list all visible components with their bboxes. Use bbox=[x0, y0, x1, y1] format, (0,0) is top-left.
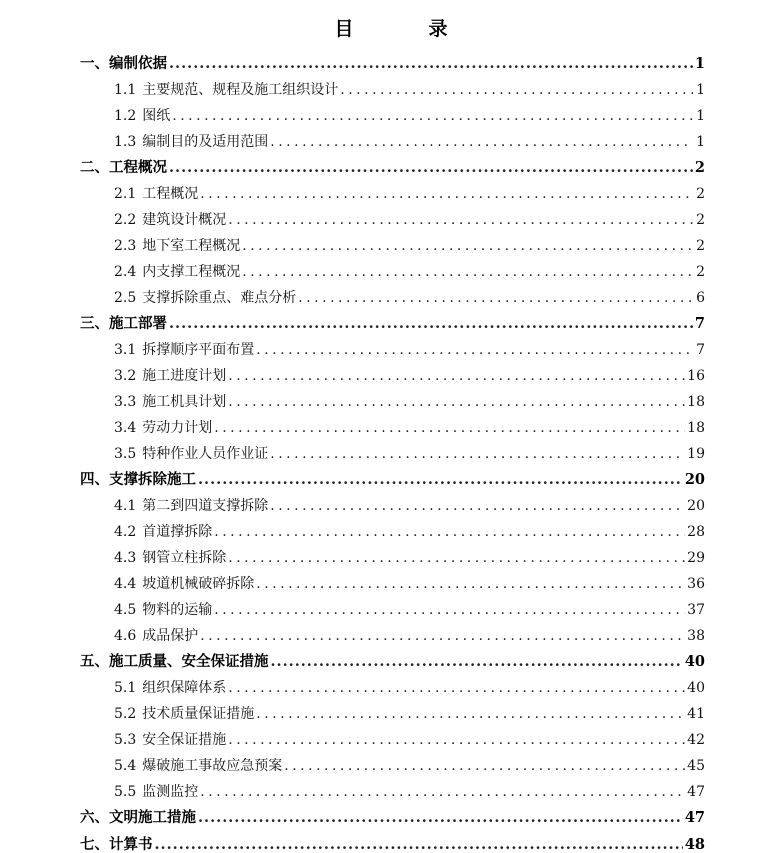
toc-item-number: 4.3 bbox=[114, 550, 137, 566]
toc-item-row[interactable] bbox=[80, 259, 705, 285]
toc-section-label: 三、施工部署 bbox=[80, 315, 167, 332]
toc-page-number: 48 bbox=[684, 836, 705, 853]
toc-dot-leader bbox=[214, 519, 685, 545]
toc-dot-leader bbox=[256, 701, 685, 727]
toc-item-row[interactable] bbox=[80, 181, 705, 207]
toc-dot-leader bbox=[228, 389, 685, 415]
table-of-contents bbox=[80, 51, 705, 831]
toc-item-number: 2.1 bbox=[114, 186, 137, 202]
toc-item-title: 主要规范、规程及施工组织设计 bbox=[142, 82, 339, 98]
page-title: 目 录 bbox=[334, 18, 476, 40]
toc-page-number: 7 bbox=[696, 342, 705, 358]
toc-dot-leader bbox=[169, 311, 693, 337]
toc-section-row[interactable] bbox=[80, 51, 705, 77]
toc-page-number: 18 bbox=[687, 394, 705, 410]
toc-item-title: 拆撑顺序平面布置 bbox=[142, 342, 255, 358]
toc-item-number: 2.2 bbox=[114, 212, 137, 228]
toc-page-number: 19 bbox=[687, 446, 705, 462]
toc-page-number: 41 bbox=[687, 706, 705, 722]
toc-item-number: 3.2 bbox=[114, 368, 137, 384]
toc-page-number: 28 bbox=[687, 524, 705, 540]
toc-page-number: 16 bbox=[687, 368, 705, 384]
toc-item-row[interactable] bbox=[80, 571, 705, 597]
toc-page-number: 20 bbox=[687, 498, 705, 514]
toc-item-row[interactable] bbox=[80, 623, 705, 649]
toc-item-title: 图纸 bbox=[142, 108, 171, 124]
toc-section-label: 一、编制依据 bbox=[80, 55, 167, 72]
toc-item-row[interactable] bbox=[80, 441, 705, 467]
clipped-toc-row bbox=[80, 832, 705, 853]
toc-dot-leader bbox=[200, 623, 685, 649]
toc-item-title: 第二到四道支撑拆除 bbox=[142, 498, 269, 514]
toc-dot-leader bbox=[228, 675, 685, 701]
toc-dot-leader bbox=[198, 805, 683, 831]
toc-dot-leader bbox=[271, 649, 683, 675]
toc-item-label bbox=[114, 259, 240, 285]
toc-item-label bbox=[114, 77, 338, 103]
toc-item-label bbox=[114, 779, 198, 805]
toc-item-label bbox=[114, 519, 212, 545]
toc-item-title: 首道撑拆除 bbox=[142, 524, 213, 540]
toc-page-number: 1 bbox=[694, 55, 705, 72]
toc-item-label bbox=[114, 727, 226, 753]
toc-item-number: 2.4 bbox=[114, 264, 137, 280]
toc-item-row[interactable] bbox=[80, 493, 705, 519]
toc-item-row[interactable] bbox=[80, 415, 705, 441]
toc-page-number: 2 bbox=[696, 264, 705, 280]
toc-dot-leader bbox=[172, 103, 693, 129]
toc-page-number: 38 bbox=[687, 628, 705, 644]
toc-dot-leader bbox=[228, 545, 685, 571]
toc-item-row[interactable] bbox=[80, 129, 705, 155]
toc-item-number: 5.2 bbox=[114, 706, 137, 722]
toc-item-label bbox=[114, 207, 226, 233]
toc-item-number: 2.5 bbox=[114, 290, 137, 306]
toc-page-number: 36 bbox=[687, 576, 705, 592]
toc-item-row[interactable] bbox=[80, 337, 705, 363]
toc-section-label: 二、工程概况 bbox=[80, 159, 167, 176]
toc-item-row[interactable] bbox=[80, 779, 705, 805]
toc-page-number: 45 bbox=[687, 758, 705, 774]
toc-page-number: 37 bbox=[687, 602, 705, 618]
toc-dot-leader bbox=[198, 467, 683, 493]
toc-section-label: 五、施工质量、安全保证措施 bbox=[80, 653, 269, 670]
toc-item-label bbox=[114, 675, 226, 701]
toc-item-number: 3.4 bbox=[114, 420, 137, 436]
toc-item-row[interactable] bbox=[80, 233, 705, 259]
toc-item-title: 钢管立柱拆除 bbox=[142, 550, 227, 566]
toc-dot-leader bbox=[169, 155, 693, 181]
toc-dot-leader bbox=[155, 832, 683, 853]
toc-page-number: 7 bbox=[694, 315, 705, 332]
toc-item-title: 监测监控 bbox=[142, 784, 199, 800]
toc-page-number: 1 bbox=[696, 108, 705, 124]
toc-item-label bbox=[114, 415, 212, 441]
toc-item-number: 5.4 bbox=[114, 758, 137, 774]
toc-item-row[interactable] bbox=[80, 597, 705, 623]
toc-page-number: 2 bbox=[696, 186, 705, 202]
toc-item-title: 成品保护 bbox=[142, 628, 199, 644]
toc-page-number: 47 bbox=[687, 784, 705, 800]
toc-dot-leader bbox=[298, 285, 693, 311]
toc-dot-leader bbox=[284, 753, 685, 779]
toc-item-number: 1.1 bbox=[114, 82, 137, 98]
toc-item-label bbox=[114, 441, 268, 467]
toc-item-row[interactable] bbox=[80, 363, 705, 389]
toc-item-label bbox=[114, 597, 212, 623]
toc-page-number: 1 bbox=[696, 134, 705, 150]
toc-section-label: 七、计算书 bbox=[80, 836, 153, 853]
toc-item-label bbox=[114, 129, 268, 155]
toc-dot-leader bbox=[200, 779, 685, 805]
toc-section-row[interactable] bbox=[80, 467, 705, 493]
toc-item-title: 施工进度计划 bbox=[142, 368, 227, 384]
toc-item-title: 施工机具计划 bbox=[142, 394, 227, 410]
toc-item-row[interactable] bbox=[80, 545, 705, 571]
toc-item-number: 4.5 bbox=[114, 602, 137, 618]
toc-page-number: 29 bbox=[687, 550, 705, 566]
toc-item-number: 4.6 bbox=[114, 628, 137, 644]
toc-item-label bbox=[114, 571, 254, 597]
toc-page-number: 2 bbox=[696, 212, 705, 228]
toc-item-label bbox=[114, 623, 198, 649]
toc-section-row[interactable] bbox=[80, 832, 705, 853]
toc-item-label bbox=[114, 701, 254, 727]
toc-item-number: 3.1 bbox=[114, 342, 137, 358]
toc-page-number: 40 bbox=[687, 680, 705, 696]
toc-item-label bbox=[114, 389, 226, 415]
toc-dot-leader bbox=[228, 207, 693, 233]
toc-item-number: 4.1 bbox=[114, 498, 137, 514]
toc-dot-leader bbox=[242, 233, 693, 259]
toc-item-number: 5.5 bbox=[114, 784, 137, 800]
toc-item-title: 内支撑工程概况 bbox=[142, 264, 241, 280]
toc-dot-leader bbox=[169, 51, 693, 77]
toc-page-number: 20 bbox=[684, 471, 705, 488]
toc-item-label bbox=[114, 753, 282, 779]
toc-item-row[interactable] bbox=[80, 389, 705, 415]
toc-item-row[interactable] bbox=[80, 519, 705, 545]
toc-item-number: 2.3 bbox=[114, 238, 137, 254]
toc-page-number: 2 bbox=[696, 238, 705, 254]
toc-dot-leader bbox=[256, 571, 685, 597]
toc-dot-leader bbox=[228, 727, 685, 753]
toc-item-title: 技术质量保证措施 bbox=[142, 706, 255, 722]
toc-item-number: 4.2 bbox=[114, 524, 137, 540]
toc-item-label bbox=[114, 103, 170, 129]
toc-item-row[interactable] bbox=[80, 207, 705, 233]
toc-item-title: 工程概况 bbox=[142, 186, 199, 202]
toc-dot-leader bbox=[228, 363, 685, 389]
toc-item-number: 4.4 bbox=[114, 576, 137, 592]
toc-item-label bbox=[114, 545, 226, 571]
toc-page-number: 18 bbox=[687, 420, 705, 436]
toc-item-number: 1.2 bbox=[114, 108, 137, 124]
toc-section-row[interactable] bbox=[80, 649, 705, 675]
toc-item-title: 物料的运输 bbox=[142, 602, 213, 618]
toc-item-label bbox=[114, 363, 226, 389]
toc-item-label bbox=[114, 233, 240, 259]
toc-page-number: 42 bbox=[687, 732, 705, 748]
toc-item-row[interactable] bbox=[80, 753, 705, 779]
toc-page-number: 40 bbox=[684, 653, 705, 670]
toc-item-title: 劳动力计划 bbox=[142, 420, 213, 436]
toc-item-title: 支撑拆除重点、难点分析 bbox=[142, 290, 297, 306]
toc-item-title: 地下室工程概况 bbox=[142, 238, 241, 254]
toc-item-row[interactable] bbox=[80, 103, 705, 129]
toc-item-row[interactable] bbox=[80, 675, 705, 701]
toc-dot-leader bbox=[340, 77, 693, 103]
toc-item-title: 建筑设计概况 bbox=[142, 212, 227, 228]
toc-page-number: 1 bbox=[696, 82, 705, 98]
toc-dot-leader bbox=[214, 597, 685, 623]
toc-page-number: 6 bbox=[696, 290, 705, 306]
toc-item-row[interactable] bbox=[80, 285, 705, 311]
toc-item-label bbox=[114, 337, 254, 363]
toc-item-title: 组织保障体系 bbox=[142, 680, 227, 696]
toc-item-title: 安全保证措施 bbox=[142, 732, 227, 748]
toc-section-row[interactable] bbox=[80, 155, 705, 181]
toc-item-title: 爆破施工事故应急预案 bbox=[142, 758, 283, 774]
toc-item-number: 3.5 bbox=[114, 446, 137, 462]
toc-item-title: 编制目的及适用范围 bbox=[142, 134, 269, 150]
toc-item-number: 3.3 bbox=[114, 394, 137, 410]
toc-section-row[interactable] bbox=[80, 311, 705, 337]
toc-item-number: 1.3 bbox=[114, 134, 137, 150]
toc-dot-leader bbox=[214, 415, 685, 441]
toc-dot-leader bbox=[270, 441, 685, 467]
toc-dot-leader bbox=[256, 337, 693, 363]
toc-item-title: 坡道机械破碎拆除 bbox=[142, 576, 255, 592]
toc-section-label: 四、支撑拆除施工 bbox=[80, 471, 196, 488]
toc-dot-leader bbox=[270, 493, 685, 519]
toc-item-row[interactable] bbox=[80, 77, 705, 103]
toc-page-number: 2 bbox=[694, 159, 705, 176]
toc-dot-leader bbox=[242, 259, 693, 285]
toc-item-label bbox=[114, 181, 198, 207]
toc-section-row[interactable] bbox=[80, 805, 705, 831]
toc-item-label bbox=[114, 493, 268, 519]
toc-item-row[interactable] bbox=[80, 701, 705, 727]
toc-item-label bbox=[114, 285, 296, 311]
toc-dot-leader bbox=[270, 129, 693, 155]
toc-section-label: 六、文明施工措施 bbox=[80, 809, 196, 826]
toc-item-title: 特种作业人员作业证 bbox=[142, 446, 269, 462]
toc-item-row[interactable] bbox=[80, 727, 705, 753]
toc-item-number: 5.3 bbox=[114, 732, 137, 748]
toc-item-number: 5.1 bbox=[114, 680, 137, 696]
toc-page-number: 47 bbox=[684, 809, 705, 826]
toc-dot-leader bbox=[200, 181, 693, 207]
